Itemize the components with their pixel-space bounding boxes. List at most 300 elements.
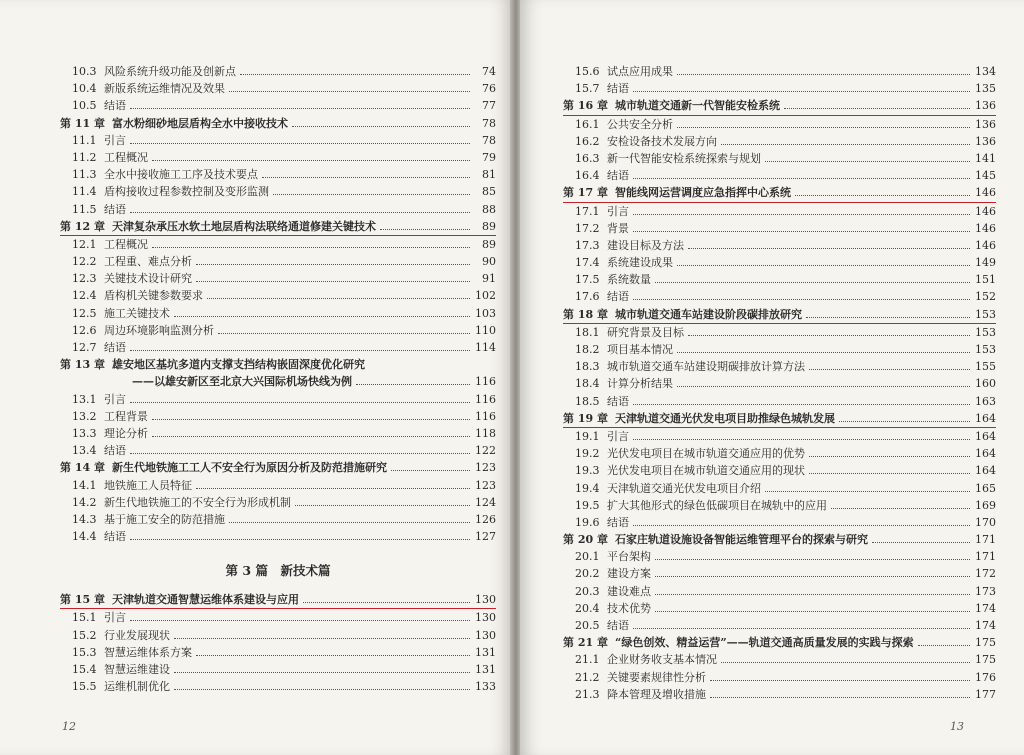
toc-chapter-row — [60, 218, 496, 236]
section-title: 全水中接收施工工序及技术要点 — [104, 168, 258, 182]
toc-section-row — [563, 600, 996, 617]
page-number: 110 — [475, 323, 496, 337]
dot-leader — [130, 143, 470, 144]
toc-section-row — [563, 358, 996, 375]
toc-section-row — [563, 150, 996, 167]
page-number: 116 — [475, 409, 496, 423]
toc-section-row — [563, 341, 996, 358]
section-number: 12.2 — [72, 255, 97, 269]
toc-chapter-row — [563, 634, 996, 651]
page-number: 116 — [475, 392, 496, 406]
section-number: 19.1 — [575, 429, 600, 443]
toc-section-row — [563, 271, 996, 288]
section-number: 19.6 — [575, 515, 600, 529]
page-number: 85 — [482, 185, 496, 199]
chapter-subtitle: ——以雄安新区至北京大兴国际机场快线为例 — [132, 375, 352, 389]
section-title: 新生代地铁施工的不安全行为形成机制 — [104, 495, 291, 509]
section-title: 光伏发电项目在城市轨道交通应用的现状 — [607, 464, 805, 478]
section-title: 周边环境影响监测分析 — [104, 323, 214, 337]
section-number: 15.7 — [575, 82, 600, 96]
right-page — [520, 0, 1024, 755]
dot-leader — [831, 508, 970, 509]
section-number: 17.1 — [575, 204, 600, 218]
chapter-number: 第 14 章 — [60, 461, 105, 475]
page-number: 79 — [482, 150, 496, 164]
toc-section-row — [60, 166, 496, 183]
page-number: 77 — [482, 99, 496, 113]
chapter-number: 第 13 章 — [60, 358, 105, 372]
page-number: 116 — [475, 375, 496, 389]
dot-leader — [130, 453, 470, 454]
section-title: 智慧运维体系方案 — [104, 645, 192, 659]
toc-section-row — [60, 678, 496, 695]
page-number: 124 — [475, 495, 496, 509]
page-number: 146 — [975, 186, 996, 200]
page-number: 163 — [975, 394, 996, 408]
dot-leader — [130, 402, 470, 403]
toc-chapter-row — [563, 306, 996, 324]
section-number: 14.1 — [72, 478, 97, 492]
page-number: 126 — [475, 512, 496, 526]
section-number: 17.6 — [575, 290, 600, 304]
toc-group — [60, 591, 496, 695]
section-title: 引言 — [104, 611, 126, 625]
dot-leader — [839, 421, 970, 422]
toc-section-row — [60, 236, 496, 253]
toc-section-row — [60, 322, 496, 339]
page-number: 78 — [482, 133, 496, 147]
section-title: 结语 — [607, 515, 629, 529]
toc-section-row — [563, 393, 996, 410]
dot-leader — [655, 559, 970, 560]
section-number: 21.3 — [575, 687, 600, 701]
dot-leader — [196, 488, 470, 489]
dot-leader — [207, 298, 470, 299]
page-number: 170 — [975, 515, 996, 529]
section-title: 新版系统运维情况及效果 — [104, 82, 225, 96]
section-title: 结语 — [607, 619, 629, 632]
toc-section-row — [563, 133, 996, 150]
dot-leader — [130, 108, 470, 109]
page-number: 130 — [475, 593, 496, 607]
section-title: 施工关键技术 — [104, 306, 170, 320]
toc-section-row — [563, 565, 996, 582]
page-number: 175 — [975, 636, 996, 650]
dot-leader — [380, 229, 470, 230]
page-number: 127 — [475, 530, 496, 544]
page-number: 149 — [975, 256, 996, 270]
dot-leader — [633, 404, 970, 405]
page-number: 171 — [975, 550, 996, 564]
section-title: 系统建设成果 — [607, 256, 673, 270]
section-title: 引言 — [607, 429, 629, 443]
section-title: 引言 — [607, 204, 629, 218]
dot-leader — [229, 91, 470, 92]
section-title: 结语 — [104, 341, 126, 354]
toc-section-row — [563, 324, 996, 341]
section-number: 20.3 — [575, 584, 600, 598]
toc-section-row — [563, 669, 996, 686]
section-number: 15.3 — [72, 645, 97, 659]
section-number: 20.4 — [575, 601, 600, 615]
section-title: 理论分析 — [104, 426, 148, 440]
section-title: 建设难点 — [607, 584, 651, 598]
toc-section-row — [60, 97, 496, 114]
dot-leader — [655, 611, 970, 612]
dot-leader — [196, 264, 470, 265]
dot-leader — [872, 542, 970, 543]
section-number: 19.5 — [575, 498, 600, 512]
toc-section-row — [60, 391, 496, 408]
page-number: 153 — [975, 307, 996, 321]
dot-leader — [633, 299, 970, 300]
section-title: 关键技术设计研究 — [104, 272, 192, 286]
page-number: 152 — [975, 290, 996, 304]
dot-leader — [633, 178, 970, 179]
toc-right — [563, 63, 996, 703]
toc-group — [563, 63, 996, 703]
page-number: 114 — [475, 341, 496, 354]
toc-section-row — [60, 305, 496, 322]
page-number: 175 — [975, 653, 996, 667]
chapter-title: “绿色创效、精益运营”——轨道交通高质量发展的实践与探索 — [615, 636, 914, 650]
section-number: 10.5 — [72, 99, 97, 113]
dot-leader — [196, 655, 470, 656]
section-number: 18.2 — [575, 343, 600, 356]
toc-section-row — [563, 237, 996, 254]
section-title: 基于施工安全的防范措施 — [104, 512, 225, 526]
dot-leader — [303, 602, 470, 603]
dot-leader — [721, 144, 970, 145]
dot-leader — [721, 662, 970, 663]
section-title: 建设方案 — [607, 567, 651, 581]
section-number: 12.3 — [72, 272, 97, 286]
section-number: 15.1 — [72, 611, 97, 625]
section-number: 14.3 — [72, 512, 97, 526]
dot-leader — [633, 525, 970, 526]
chapter-number: 第 17 章 — [563, 186, 608, 200]
section-title: 平台架构 — [607, 550, 651, 564]
dot-leader — [809, 473, 970, 474]
section-number: 13.4 — [72, 444, 97, 458]
dot-leader — [918, 645, 970, 646]
toc-section-row — [563, 80, 996, 97]
section-title: 安检设备技术发展方向 — [607, 134, 717, 148]
section-title: 盾构机关键参数要求 — [104, 289, 203, 303]
toc-section-row — [60, 477, 496, 494]
dot-leader — [633, 214, 970, 215]
dot-leader — [273, 194, 470, 195]
toc-section-row — [563, 203, 996, 220]
dot-leader — [240, 74, 470, 75]
section-title: 城市轨道交通车站建设期碳排放计算方法 — [607, 360, 805, 374]
section-number: 16.1 — [575, 117, 600, 131]
page-number: 81 — [482, 168, 496, 182]
section-title: 引言 — [104, 392, 126, 406]
chapter-number: 第 12 章 — [60, 219, 105, 233]
toc-section-row — [563, 497, 996, 514]
chapter-number: 第 11 章 — [60, 116, 105, 130]
dot-leader — [655, 576, 970, 577]
section-number: 12.6 — [72, 323, 97, 337]
section-title: 研究背景及目标 — [607, 325, 684, 339]
dot-leader — [633, 439, 970, 440]
dot-leader — [655, 594, 970, 595]
toc-section-row — [60, 609, 496, 626]
chapter-number: 第 20 章 — [563, 533, 608, 547]
page-number: 131 — [475, 645, 496, 659]
page-number: 176 — [975, 670, 996, 684]
section-title: 光伏发电项目在城市轨道交通应用的优势 — [607, 447, 805, 461]
dot-leader — [130, 212, 470, 213]
page-number: 164 — [975, 429, 996, 443]
page-number: 160 — [975, 377, 996, 391]
section-number: 14.2 — [72, 495, 97, 509]
section-title: 试点应用成果 — [607, 65, 673, 78]
page-number: 173 — [975, 584, 996, 598]
page-number: 174 — [975, 619, 996, 632]
chapter-title: 城市轨道交通车站建设阶段碳排放研究 — [615, 307, 802, 321]
section-number: 16.4 — [575, 169, 600, 183]
dot-leader — [292, 126, 470, 127]
toc-chapter-row — [60, 115, 496, 132]
section-number: 19.4 — [575, 481, 600, 495]
section-title: 智慧运维建设 — [104, 663, 170, 676]
section-number: 13.2 — [72, 409, 97, 423]
chapter-title: 天津轨道交通光伏发电项目助推绿色城轨发展 — [615, 411, 835, 425]
section-title: 地铁施工人员特征 — [104, 478, 192, 492]
toc-section-row — [563, 651, 996, 668]
page-number: 134 — [975, 65, 996, 78]
section-title: 计算分析结果 — [607, 377, 673, 391]
page-number: 141 — [975, 151, 996, 165]
section-title: 企业财务收支基本情况 — [607, 653, 717, 667]
section-title: 降本管理及增收措施 — [607, 687, 706, 701]
toc-section-row — [60, 408, 496, 425]
page-number: 91 — [482, 272, 496, 286]
toc-section-row — [563, 514, 996, 531]
section-number: 13.1 — [72, 392, 97, 406]
page-number: 164 — [975, 464, 996, 478]
section-title: 技术优势 — [607, 601, 651, 615]
toc-chapter-row — [563, 97, 996, 115]
page-number: 130 — [475, 611, 496, 625]
toc-section-row — [60, 149, 496, 166]
toc-section-row — [60, 201, 496, 218]
page-number: 102 — [475, 289, 496, 303]
toc-left — [60, 63, 496, 695]
page-number: 146 — [975, 204, 996, 218]
toc-section-row — [563, 254, 996, 271]
section-number: 17.2 — [575, 221, 600, 235]
dot-leader — [677, 127, 970, 128]
page-number: 136 — [975, 134, 996, 148]
toc-section-row — [60, 270, 496, 287]
page-number: 165 — [975, 481, 996, 495]
toc-section-row — [60, 511, 496, 528]
page-number: 146 — [975, 221, 996, 235]
toc-chapter-row — [563, 184, 996, 202]
dot-leader — [391, 470, 470, 471]
chapter-title: 智能线网运营调度应急指挥中心系统 — [615, 186, 791, 200]
section-number: 20.5 — [575, 619, 600, 632]
page-number: 131 — [475, 663, 496, 676]
dot-leader — [765, 491, 970, 492]
section-number: 15.4 — [72, 663, 97, 676]
toc-section-row — [60, 253, 496, 270]
toc-chapter-row — [60, 591, 496, 609]
dot-leader — [809, 456, 970, 457]
page-number: 74 — [482, 65, 496, 78]
section-title: 结语 — [607, 290, 629, 304]
dot-leader — [174, 672, 470, 673]
section-number: 16.3 — [575, 151, 600, 165]
page-number: 90 — [482, 255, 496, 269]
dot-leader — [795, 195, 970, 196]
chapter-number: 第 18 章 — [563, 307, 608, 321]
dot-leader — [130, 350, 470, 351]
chapter-title: 富水粉细砂地层盾构全水中接收技术 — [112, 116, 288, 130]
section-title: 结语 — [607, 169, 629, 183]
section-title: 系统数量 — [607, 273, 651, 287]
dot-leader — [196, 281, 470, 282]
section-number: 10.3 — [72, 65, 97, 78]
toc-section-row — [60, 627, 496, 644]
section-number: 11.5 — [72, 202, 97, 216]
section-title: 项目基本情况 — [607, 343, 673, 356]
page-number: 130 — [475, 628, 496, 642]
section-title: 结语 — [104, 530, 126, 544]
toc-section-row — [60, 183, 496, 200]
toc-section-row — [563, 686, 996, 703]
section-number: 12.4 — [72, 289, 97, 303]
dot-leader — [218, 333, 470, 334]
page-number: 151 — [975, 273, 996, 287]
section-number: 21.1 — [575, 653, 600, 667]
chapter-title: 天津复杂承压水软土地层盾构法联络通道修建关键技术 — [112, 219, 376, 233]
section-number: 18.1 — [575, 325, 600, 339]
dot-leader — [765, 161, 970, 162]
toc-section-row — [563, 480, 996, 497]
page-number: 136 — [975, 117, 996, 131]
page-number: 133 — [475, 680, 496, 694]
toc-section-row — [60, 339, 496, 356]
chapter-number: 第 19 章 — [563, 411, 608, 425]
page-number: 172 — [975, 567, 996, 581]
dot-leader — [174, 638, 470, 639]
page-number: 103 — [475, 306, 496, 320]
section-title: 工程概况 — [104, 237, 148, 251]
dot-leader — [174, 689, 470, 690]
page-number: 89 — [482, 237, 496, 251]
toc-chapter-row — [60, 459, 496, 476]
section-number: 19.3 — [575, 464, 600, 478]
dot-leader — [677, 386, 970, 387]
chapter-title: 天津轨道交通智慧运维体系建设与应用 — [112, 593, 299, 607]
page-number: 174 — [975, 601, 996, 615]
toc-group — [60, 63, 496, 356]
toc-section-row — [60, 528, 496, 545]
toc-section-row — [563, 288, 996, 305]
section-number: 17.4 — [575, 256, 600, 270]
toc-group — [60, 391, 496, 546]
section-title: 公共安全分析 — [607, 117, 673, 131]
page-number: 177 — [975, 687, 996, 701]
page-number: 171 — [975, 533, 996, 547]
section-number: 11.2 — [72, 150, 97, 164]
page-folio: 13 — [950, 720, 964, 733]
toc-section-row — [60, 425, 496, 442]
section-title: 引言 — [104, 133, 126, 147]
toc-chapter-subtitle-row — [60, 373, 496, 390]
chapter-number: 第 15 章 — [60, 593, 105, 607]
toc-section-row — [563, 583, 996, 600]
section-number: 18.5 — [575, 394, 600, 408]
toc-section-row — [563, 167, 996, 184]
toc-section-row — [60, 442, 496, 459]
page-number: 122 — [475, 444, 496, 458]
toc-section-row — [563, 617, 996, 634]
dot-leader — [295, 505, 470, 506]
section-number: 11.3 — [72, 168, 97, 182]
page-number: 153 — [975, 343, 996, 356]
page-number: 89 — [482, 219, 496, 233]
section-number: 17.3 — [575, 238, 600, 252]
toc-chapter-row — [60, 356, 496, 373]
section-title: 结语 — [104, 99, 126, 113]
section-number: 18.3 — [575, 360, 600, 374]
toc-section-row — [563, 445, 996, 462]
toc-section-row — [563, 220, 996, 237]
section-number: 12.5 — [72, 306, 97, 320]
section-number: 20.1 — [575, 550, 600, 564]
toc-section-row — [60, 494, 496, 511]
dot-leader — [152, 419, 470, 420]
page-number: 169 — [975, 498, 996, 512]
dot-leader — [633, 91, 970, 92]
section-title: 行业发展现状 — [104, 628, 170, 642]
dot-leader — [809, 369, 970, 370]
dot-leader — [174, 316, 470, 317]
dot-leader — [130, 539, 470, 540]
page-number: 123 — [475, 478, 496, 492]
section-title: 工程重、难点分析 — [104, 255, 192, 269]
section-title: 盾构接收过程参数控制及变形监测 — [104, 185, 269, 199]
chapter-title: 雄安地区基坑多道内支撑支挡结构嵌固深度优化研究 — [112, 358, 365, 372]
dot-leader — [633, 231, 970, 232]
section-title: 风险系统升级功能及创新点 — [104, 65, 236, 78]
section-number: 14.4 — [72, 530, 97, 544]
dot-leader — [710, 697, 970, 698]
section-number: 15.2 — [72, 628, 97, 642]
page-number: 135 — [975, 82, 996, 96]
chapter-title: 城市轨道交通新一代智能安检系统 — [615, 99, 780, 113]
section-number: 16.2 — [575, 134, 600, 148]
toc-section-row — [563, 375, 996, 392]
section-title: 运维机制优化 — [104, 680, 170, 694]
page-number: 123 — [475, 461, 496, 475]
section-title: 关键要素规律性分析 — [607, 670, 706, 684]
toc-section-row — [563, 428, 996, 445]
section-title: 扩大其他形式的绿色低碳项目在城轨中的应用 — [607, 498, 827, 512]
section-title: 工程背景 — [104, 409, 148, 423]
dot-leader — [633, 628, 970, 629]
toc-section-row — [60, 661, 496, 678]
section-number: 15.5 — [72, 680, 97, 694]
page-number: 118 — [475, 426, 496, 440]
dot-leader — [152, 247, 470, 248]
section-title: 背景 — [607, 221, 629, 235]
